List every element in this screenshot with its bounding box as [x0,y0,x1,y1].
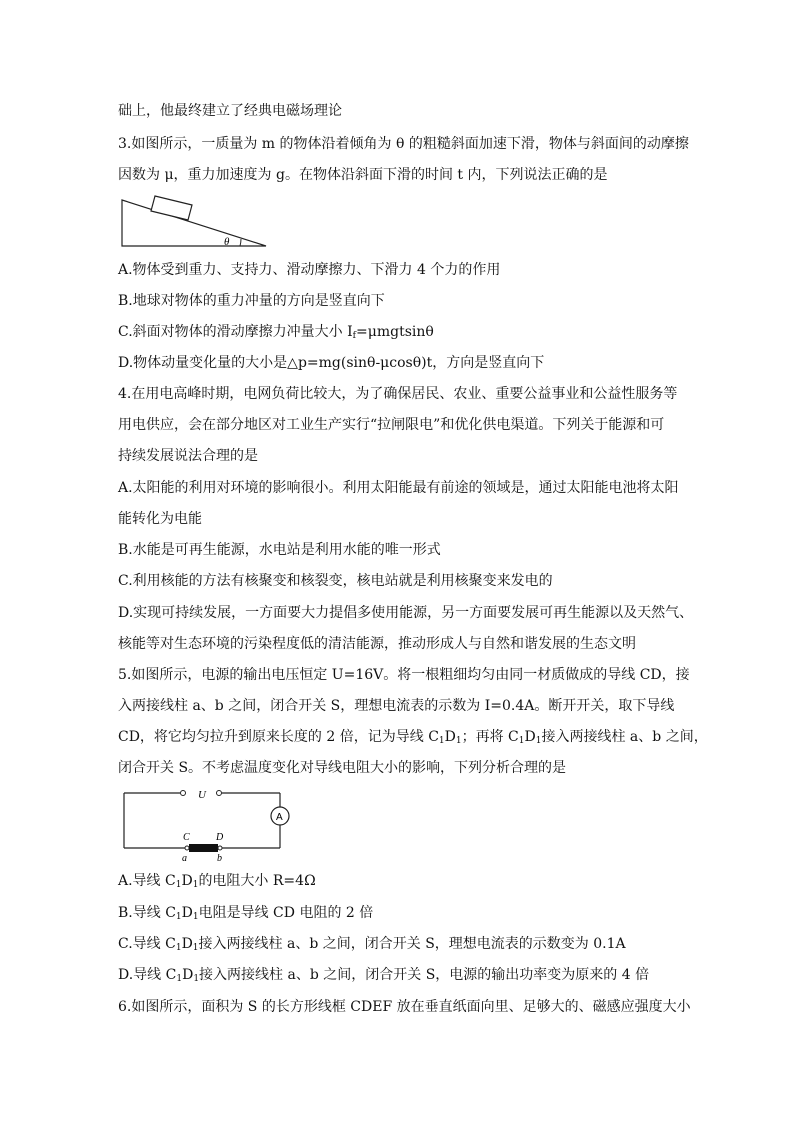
question-4-stem: 4.在用电高峰时期，电网负荷比较大，为了确保居民、农业、重要公益事业和公益性服务等 [118,386,678,402]
voltage-label: U [198,789,206,801]
option-3c [118,322,434,346]
letter-d: D [181,936,193,952]
label-a: a [182,853,187,864]
text-line: 础上，他最终建立了经典电磁场理论 [118,103,342,119]
subscript-1: 1 [193,974,200,984]
subscript-f: f [352,331,356,341]
q5-cd-mid: ；再将 C [461,729,519,745]
option-4d: D.实现可持续发展，一方面要大力提倡多使用能源，另一方面要发展可再生能源以及天然气、 [118,605,694,621]
letter-d: D [181,905,193,921]
subscript-1: 1 [438,736,445,746]
option-3d: D.物体动量变化量的大小是△p=mg(sinθ-μcosθ)t，方向是竖直向下 [118,355,545,371]
subscript-1: 1 [455,736,462,746]
q5-cd-tail: 接入两接线柱 a、b 之间， [541,729,708,745]
option-3c-text: C.斜面对物体的滑动摩擦力冲量大小 I [118,324,353,340]
question-5-stem-cont: 入两接线柱 a、b 之间，闭合开关 S，理想电流表的示数为 I=0.4A。断开开关，取下导线 [118,698,675,714]
label-d: D [216,832,224,843]
question-4-stem-cont2: 持续发展说法合理的是 [118,448,258,464]
option-5c [118,934,626,958]
question-3-stem-cont: 因数为 μ，重力加速度为 g。在物体沿斜面下滑的时间 t 内，下列说法正确的是 [118,167,608,183]
subscript-1: 1 [175,912,182,922]
option-4d-cont: 核能等对生态环境的污染程度低的清洁能源，推动形成人与自然和谐发展的生态文明 [118,636,636,652]
subscript-1: 1 [176,974,183,984]
option-3b: B.地球对物体的重力冲量的方向是竖直向下 [118,293,385,309]
option-5c-tail: 接入两接线柱 a、b 之间，闭合开关 S，理想电流表的示数变为 0.1A [198,936,626,952]
question-6-stem: 6.如图所示，面积为 S 的长方形线框 CDEF 放在垂直纸面向里、足够大的、磁感应强度大小 [118,999,691,1015]
circuit-figure [120,786,290,864]
terminal-a [185,846,189,850]
option-4a-cont: 能转化为电能 [118,511,202,527]
subscript-1: 1 [192,943,199,953]
subscript-1: 1 [192,912,199,922]
option-5a-text: A.导线 C [118,873,176,889]
option-5b-tail: 电阻是导线 CD 电阻的 2 倍 [198,905,374,921]
question-3-stem: 3.如图所示，一质量为 m 的物体沿着倾角为 θ 的粗糙斜面加速下滑，物体与斜面间的动摩擦 [118,136,689,152]
terminal-left [181,791,186,796]
option-5a-tail: 的电阻大小 R=4Ω [198,873,316,889]
terminal-right [217,791,222,796]
conductor-cd [189,844,218,852]
subscript-1: 1 [192,880,199,890]
incline-figure [120,192,270,250]
question-5-stem-cont2 [118,727,708,751]
letter-d: D [524,729,536,745]
ammeter-label: A [276,812,283,823]
angle-arc [240,239,241,246]
option-5b-text: B.导线 C [118,905,176,921]
option-5d [118,965,649,989]
label-b: b [217,853,222,864]
subscript-1: 1 [175,943,182,953]
question-5-stem: 5.如图所示，电源的输出电压恒定 U=16V。将一根粗细均匀由同一材质做成的导线 CD，接 [118,667,690,683]
option-5d-text: D.导线 C [118,967,177,983]
subscript-1: 1 [175,880,182,890]
letter-d: D [444,729,456,745]
subscript-1: 1 [535,736,542,746]
option-5a [118,871,316,895]
option-3a: A.物体受到重力、支持力、滑动摩擦力、下滑力 4 个力的作用 [118,262,501,278]
letter-d: D [181,873,193,889]
terminal-b [218,846,222,850]
option-5b [118,903,373,927]
angle-label: θ [224,236,230,248]
option-5d-tail: 接入两接线柱 a、b 之间，闭合开关 S，电源的输出功率变为原来的 4 倍 [199,967,650,983]
option-4c: C.利用核能的方法有核聚变和核裂变，核电站就是利用核聚变来发电的 [118,573,553,589]
option-4b: B.水能是可再生能源，水电站是利用水能的唯一形式 [118,542,441,558]
question-4-stem-cont: 用电供应，会在部分地区对工业生产实行“拉闸限电”和优化供电渠道。下列关于能源和可 [118,417,665,433]
question-5-stem-cont3: 闭合开关 S。不考虑温度变化对导线电阻大小的影响，下列分析合理的是 [118,760,567,776]
option-5c-text: C.导线 C [118,936,176,952]
q5-cd-text: CD，将它均匀拉升到原来长度的 2 倍，记为导线 C [118,729,439,745]
block-on-incline [151,196,192,220]
subscript-1: 1 [518,736,525,746]
incline-triangle [122,200,266,246]
option-3c-tail: =μmgtsinθ [356,324,434,340]
label-c: C [183,832,190,843]
option-4a: A.太阳能的利用对环境的影响很小。利用太阳能最有前途的领域是，通过太阳能电池将太阳 [118,480,679,496]
letter-d: D [182,967,194,983]
